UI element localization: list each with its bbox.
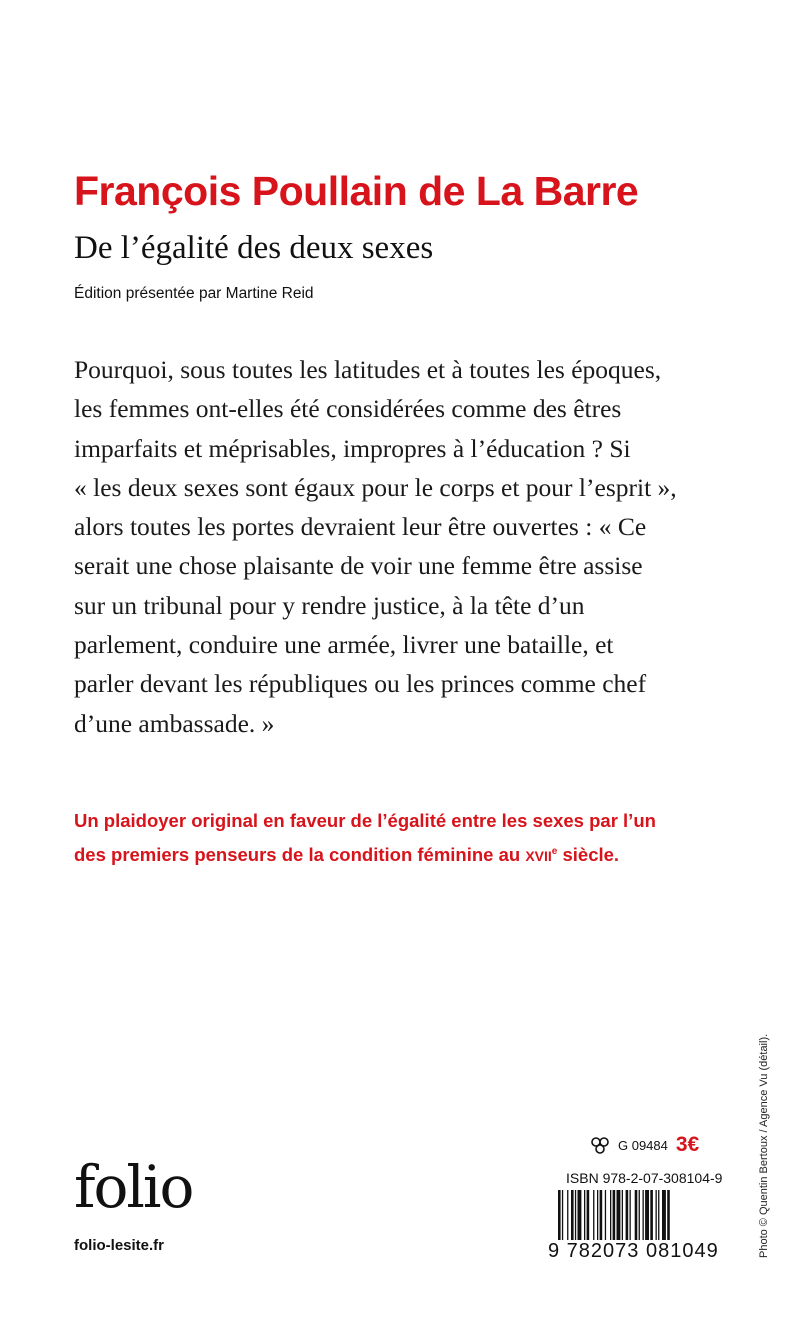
barcode-bar	[584, 1190, 585, 1246]
barcode-bar	[650, 1190, 653, 1246]
folio-logo: folio	[74, 1153, 193, 1221]
barcode-bar	[617, 1190, 621, 1246]
barcode-bar	[667, 1190, 670, 1246]
author-name: François Poullain de La Barre	[74, 168, 639, 214]
barcode-bar	[626, 1190, 629, 1246]
barcode-bar	[571, 1190, 574, 1246]
barcode-bar	[593, 1190, 594, 1246]
barcode-bar	[600, 1190, 603, 1246]
tagline-line: Un plaidoyer original en faveur de l’égalité entre les sexes par l’un	[74, 810, 656, 831]
blurb-line: imparfaits et méprisables, impropres à l’éducation ? Si	[74, 433, 631, 463]
barcode-bar	[635, 1190, 638, 1246]
edition-note: Édition présentée par Martine Reid	[74, 285, 314, 302]
price: 3€	[675, 1133, 700, 1156]
barcode-bar	[662, 1190, 666, 1246]
blurb-line: d’une ambassade. »	[74, 708, 275, 738]
barcode-bar	[575, 1190, 576, 1246]
blurb-line: les femmes ont-elles été considérées comme des êtres	[74, 394, 622, 424]
barcode-bar	[645, 1190, 649, 1246]
barcode-bar	[613, 1190, 616, 1246]
blurb-line: alors toutes les portes devraient leur être ouvertes : « Ce	[74, 512, 647, 542]
tagline-line	[74, 836, 734, 872]
century-superscript: e	[551, 846, 558, 857]
barcode-bar	[658, 1190, 659, 1246]
barcode-bar	[558, 1190, 561, 1246]
folio-mark-icon	[590, 1135, 610, 1155]
blurb-line: parlement, conduire une armée, livrer une bataille, et	[74, 630, 614, 660]
barcode-bar	[562, 1190, 563, 1246]
blurb-line: Pourquoi, sous toutes les latitudes et à toutes les époques,	[74, 355, 662, 384]
barcode-bar	[597, 1190, 598, 1246]
barcode-bar	[643, 1190, 644, 1246]
barcode-bar	[605, 1190, 606, 1246]
tagline-text: des premiers penseurs de la condition féminine au	[74, 844, 526, 866]
publisher-website[interactable]: folio-lesite.fr	[74, 1237, 165, 1254]
blurb-line: sur un tribunal pour y rendre justice, à la tête d’un	[74, 590, 585, 620]
century-numeral: XVII	[525, 848, 552, 865]
barcode-bar	[587, 1190, 590, 1246]
product-code: G 09484	[618, 1137, 668, 1153]
barcode-bar	[639, 1190, 640, 1246]
isbn: ISBN 978-2-07-308104-9	[566, 1170, 723, 1186]
barcode-bar	[622, 1190, 623, 1246]
price-row	[590, 1132, 699, 1158]
blurb-line: serait une chose plaisante de voir une femme être assise	[74, 551, 643, 581]
blurb	[74, 350, 734, 743]
book-title: De l’égalité des deux sexes	[74, 230, 434, 266]
barcode-bar	[610, 1190, 611, 1246]
tagline-text-end: siècle.	[557, 844, 620, 866]
barcode-bar	[578, 1190, 582, 1246]
tagline	[74, 805, 734, 872]
blurb-line: « les deux sexes sont égaux pour le corps et pour l’esprit »,	[74, 472, 677, 502]
barcode-bar	[630, 1190, 631, 1246]
photo-credit: Photo © Quentin Bertoux / Agence Vu (détail).	[758, 1033, 770, 1258]
barcode-bar	[656, 1190, 657, 1246]
blurb-line: parler devant les républiques ou les princes comme chef	[74, 669, 647, 699]
barcode	[554, 1190, 724, 1246]
barcode-bar	[567, 1190, 568, 1246]
barcode-digits: 9 782073 081049	[548, 1240, 719, 1262]
